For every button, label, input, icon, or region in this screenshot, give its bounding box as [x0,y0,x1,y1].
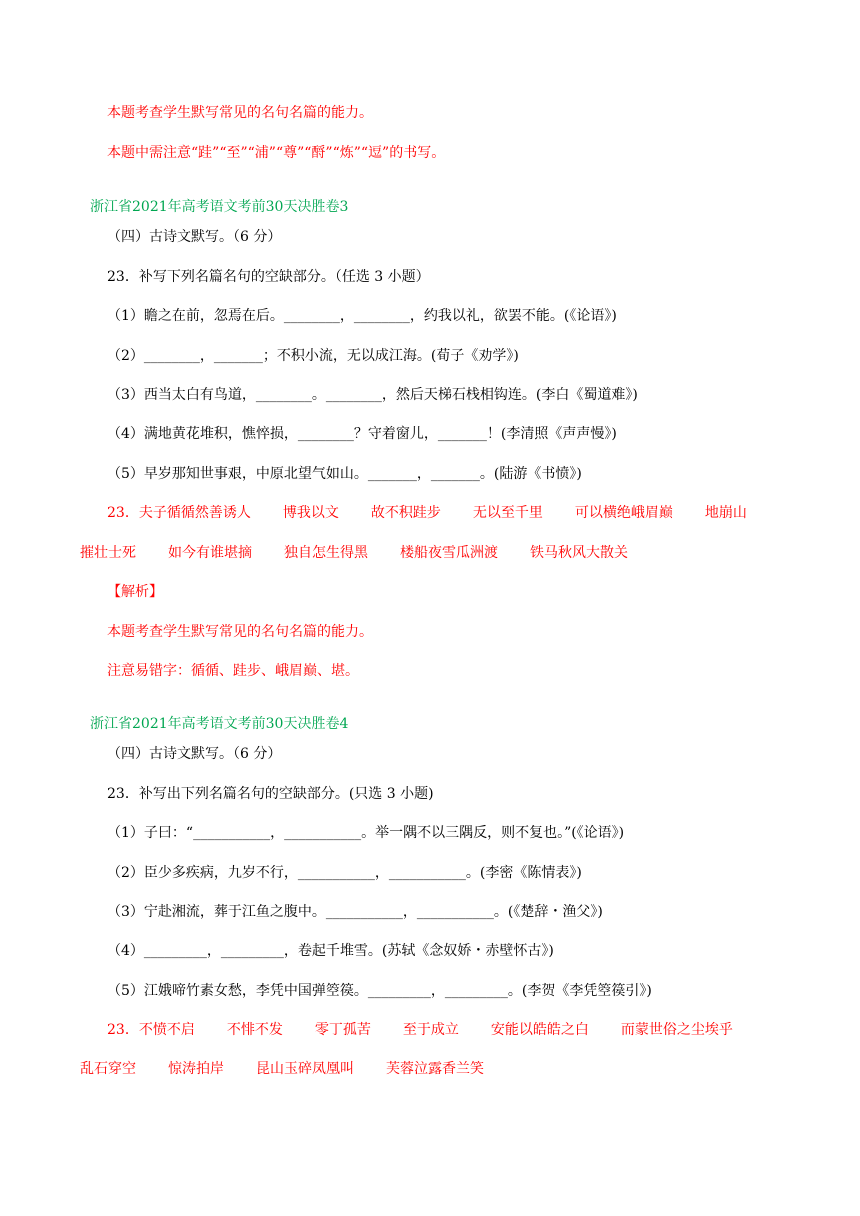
question-item: （1）子曰：“___________，___________。举一隅不以三隅反，则不复也。”(《论语》) [107,825,625,841]
answer-item: 博我以文 [282,505,339,521]
answer-item: 昆山玉碎凤凰叫 [256,1061,354,1077]
answer-item: 23．不愤不启 [107,1022,195,1038]
question-item: （3）西当太白有鸟道，________。________，然后天梯石栈相钩连。(李白《蜀道难》) [107,387,638,403]
answer-item: 楼船夜雪瓜洲渡 [400,545,498,561]
answer-line [80,543,628,563]
question-item: （2）________，_______；不积小流，无以成江海。(荀子《劝学》) [107,348,519,364]
answer-item: 摧壮士死 [80,545,136,561]
section-heading: （四）古诗文默写。（6 分） [107,746,282,762]
question-item: （4）满地黄花堆积，憔悴损，________？守着窗儿，_______！(李清照《声声慢》) [107,426,617,442]
answer-item: 可以横绝峨眉巅 [574,505,673,521]
answer-item: 乱石穿空 [80,1061,136,1077]
answer-item: 不悱不发 [226,1022,283,1038]
answer-item: 地崩山 [704,505,747,521]
answer-item: 芙蓉泣露香兰笑 [386,1061,484,1077]
note-ability: 本题考查学生默写常见的名句名篇的能力。 [107,105,373,121]
question-item: （5）早岁那知世事艰，中原北望气如山。_______，_______。(陆游《书愤》) [107,466,582,482]
question-text: 23．补写下列名篇名句的空缺部分。（任选 3 小题） [107,269,430,285]
answer-item: 至于成立 [402,1022,459,1038]
analysis-label: 【解析】 [107,584,163,600]
question-text: 23．补写出下列名篇名句的空缺部分。(只选 3 小题) [107,786,434,802]
answer-item: 故不积跬步 [370,505,441,521]
section-heading: （四）古诗文默写。（6 分） [107,229,282,245]
answer-item: 安能以皓皓之白 [490,1022,589,1038]
answer-line [107,1020,733,1040]
source-title: 浙江省2021年高考语文考前30天决胜卷3 [90,199,349,215]
answer-item: 无以至千里 [472,505,543,521]
answer-item: 独自怎生得黑 [284,545,368,561]
answer-item: 零丁孤苦 [314,1022,371,1038]
answer-item: 如今有谁堪摘 [168,545,252,561]
question-item: （4）_________，_________，卷起千堆雪。(苏轼《念奴娇・赤壁怀古》) [107,943,554,959]
note-typos: 注意易错字：循循、跬步、峨眉巅、堪。 [107,663,359,679]
question-item: （5）江娥啼竹素女愁，李凭中国弹箜篌。_________，_________。(李贺《李凭箜篌引》) [107,983,652,999]
source-title: 浙江省2021年高考语文考前30天决胜卷4 [90,716,349,732]
answer-line [80,1059,484,1079]
answer-item: 铁马秋风大散关 [530,545,628,561]
answer-line [107,503,747,523]
question-item: （1）瞻之在前，忽焉在后。________，________，约我以礼，欲罢不能。(《论语》) [107,308,617,324]
answer-item: 惊涛拍岸 [168,1061,224,1077]
note-characters: 本题中需注意“跬”“至”“浦”“尊”“酹”“炼”“逗”的书写。 [107,145,446,161]
question-item: （2）臣少多疾病，九岁不行，___________，___________。(李密《陈情表》) [107,865,582,881]
answer-item: 而蒙世俗之尘埃乎 [620,1022,733,1038]
question-item: （3）宁赴湘流，葬于江鱼之腹中。___________，___________。(《楚辞・渔父》) [107,904,603,920]
answer-item: 23．夫子循循然善诱人 [107,505,251,521]
note-ability: 本题考查学生默写常见的名句名篇的能力。 [107,624,373,640]
